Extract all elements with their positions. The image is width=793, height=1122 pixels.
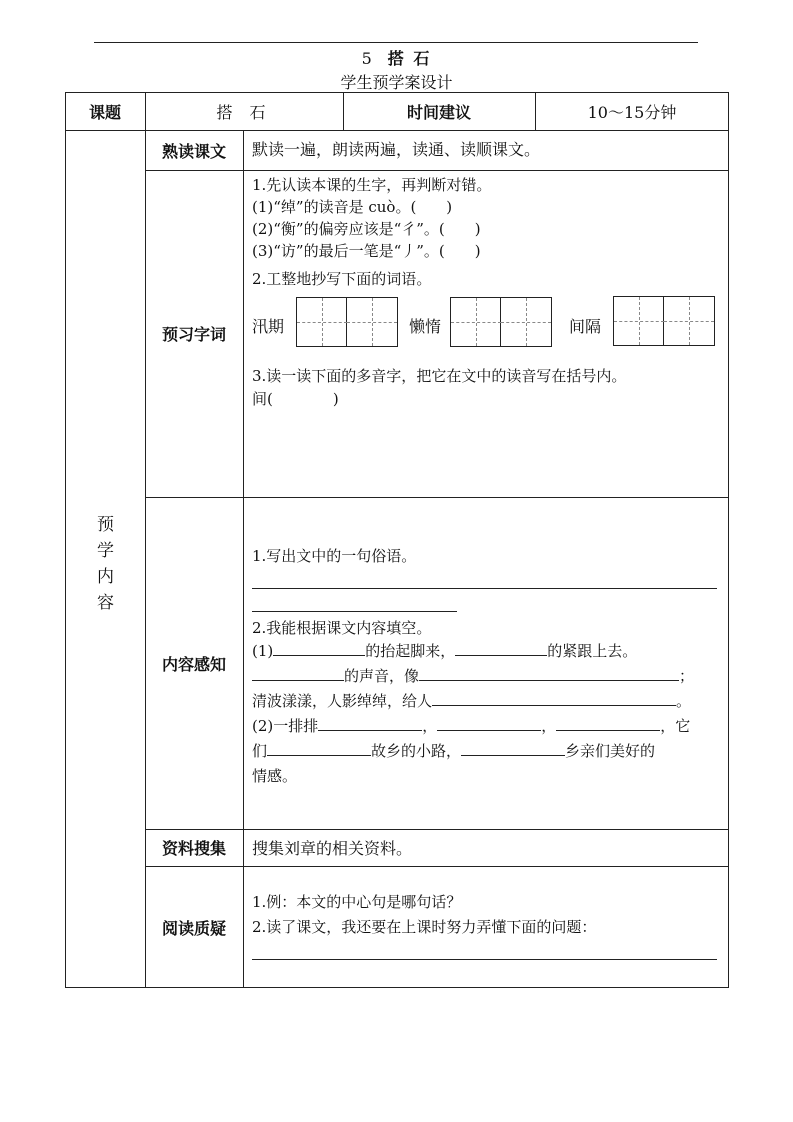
fill-line-4	[252, 715, 690, 737]
page-subtitle: 学生预学案设计	[340, 73, 453, 92]
top-rule	[94, 42, 698, 43]
label-content: 内容感知	[161, 654, 226, 674]
chars-q1: 1.先认读本课的生字，再判断对错。	[252, 176, 492, 194]
fill-text-4: ；	[679, 667, 695, 685]
fill-text-8: 故乡的小路，	[371, 742, 462, 760]
word-3: 间隔	[569, 317, 602, 336]
blank-5[interactable]	[432, 690, 676, 706]
chars-q2: 2.工整地抄写下面的词语。	[252, 270, 432, 288]
answer-line-3[interactable]	[252, 959, 717, 960]
chars-q3: 3.读一读下面的多音字，把它在文中的读音写在括号内。	[252, 367, 627, 385]
question-q2: 2.读了课文，我还要在上课时努力弄懂下面的问题：	[252, 918, 597, 936]
content-q1: 1.写出文中的一句俗语。	[252, 547, 417, 565]
lesson-title-text: 搭 石	[387, 49, 432, 68]
topic-label: 课题	[88, 102, 121, 122]
label-research: 资料搜集	[161, 839, 226, 858]
chars-q3a: 间( )	[252, 390, 339, 408]
fill-text-3: 的声音，像	[344, 667, 420, 685]
fill-comma-1: ，	[422, 717, 438, 735]
copy-grid-3[interactable]	[613, 296, 715, 346]
chars-q1c: (3)“访”的最后一笔是“丿”。( )	[252, 242, 481, 260]
answer-line-2[interactable]	[252, 611, 457, 612]
fill-text-2: 的紧跟上去。	[547, 642, 638, 660]
time-value: 10～15分钟	[587, 102, 677, 122]
blank-3[interactable]	[252, 665, 344, 681]
question-q1: 1.例：本文的中心句是哪句话？	[252, 893, 462, 911]
word-2: 懒惰	[409, 317, 442, 336]
fill-text-5: 清波漾漾，人影绰绰，给人	[252, 692, 433, 710]
fill-prefix-1: (1)	[252, 642, 274, 660]
blank-6[interactable]	[318, 715, 422, 731]
blank-2[interactable]	[455, 640, 547, 656]
fill-text-1: 的抬起脚来，	[365, 642, 456, 660]
time-label: 时间建议	[406, 102, 471, 122]
fill-text-7: 们	[252, 742, 268, 760]
label-chars: 预习字词	[161, 325, 226, 344]
topic-value: 搭 石	[216, 102, 272, 122]
read-instruction: 默读一遍，朗读两遍，读通、读顺课文。	[252, 140, 541, 159]
section-label-preview	[66, 512, 145, 616]
section-label-text: 预学内容	[97, 515, 114, 613]
chars-q1a: (1)“绰”的读音是 cuò。( )	[252, 198, 453, 216]
fill-comma-2: ，	[541, 717, 557, 735]
fill-line-3	[252, 690, 691, 712]
fill-text-6: 。	[676, 692, 692, 710]
fill-line-2	[252, 665, 694, 687]
blank-4[interactable]	[419, 665, 679, 681]
word-1: 汛期	[252, 317, 285, 336]
fill-line-1	[252, 640, 637, 662]
research-instruction: 搜集刘章的相关资料。	[252, 839, 413, 858]
blank-7[interactable]	[437, 715, 541, 731]
lesson-number: 5	[361, 49, 374, 68]
fill-line-6: 情感。	[252, 767, 298, 785]
chars-q1b: (2)“衡”的偏旁应该是“彳”。( )	[252, 220, 481, 238]
fill-text-9: 乡亲们美好的	[565, 742, 656, 760]
blank-9[interactable]	[267, 740, 371, 756]
lesson-title	[0, 46, 793, 69]
label-question: 阅读质疑	[161, 918, 226, 938]
col-divider-2	[243, 130, 244, 988]
label-read: 熟读课文	[161, 141, 226, 161]
answer-line-1[interactable]	[252, 588, 717, 589]
blank-8[interactable]	[556, 715, 660, 731]
fill-prefix-2: (2)一排排	[252, 717, 319, 735]
copy-grid-1[interactable]	[296, 297, 398, 347]
fill-line-5	[252, 740, 655, 762]
content-q2: 2.我能根据课文内容填空。	[252, 619, 432, 637]
fill-comma-3: ，它	[660, 717, 691, 735]
copy-grid-2[interactable]	[450, 297, 552, 347]
blank-1[interactable]	[273, 640, 365, 656]
blank-10[interactable]	[461, 740, 565, 756]
